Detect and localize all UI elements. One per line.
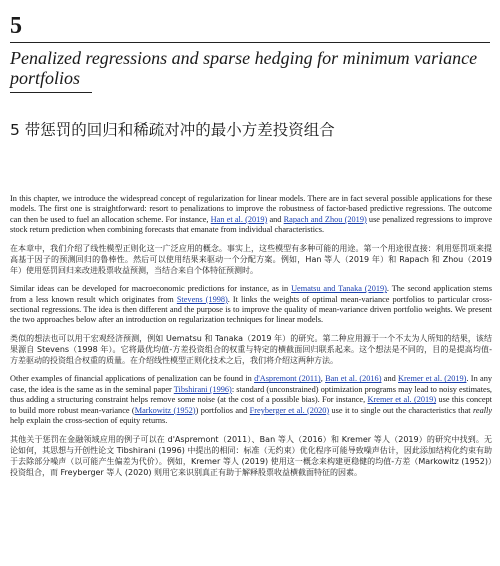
citation-link-daspremont-2011[interactable]: d'Aspremont (2011) [254, 374, 321, 384]
text-run: and [381, 374, 399, 384]
chapter-title-chinese: 5 带惩罚的回归和稀疏对冲的最小方差投资组合 [10, 121, 335, 139]
text-run: . It links the weights of optimal mean-variance portfolios to particular cross-sectional regressions. The idea is then different and the purpose is to improve the quality of mean-variance driven portfolio weights. We present the two approaches below after an introduction on regularization techniques for linear models. [10, 294, 492, 325]
text-run: Other examples of financial applications of penalization can be found in [10, 374, 255, 384]
paragraph-2-english [10, 284, 492, 326]
paragraph-3-chinese: 其他关于惩罚在金融领域应用的例子可以在 d'Aspremont（2011）、Ban 等人（2016）和 Kremer 等人（2019）的研究中找到。无论如何，其思想与开创性论文 Tibshirani (1996) 中提出的相同：标准（无约束）优化程序可能导致噪声估计，因此添加结构化约束有助于去除部分噪声（以可能产生偏差为代价）。例如，Kremer 等人 (2019) 使用这一概念来构建更稳健的均值-方差（Markowitz (1952)）投资组合，而 Freyberger 等人 (2020) 则用它来识别真正有助于解释股票收益横截面特征的因素。 [10, 434, 492, 478]
body-text [10, 194, 492, 486]
text-run: . The second application stems from a less known result which originates from [10, 284, 492, 304]
text-run: : standard (unconstrained) optimization programs may lead to noisy estimates, thus adding a structuring constraint helps remove some noise (at the cost of a possible bias). For instance, [10, 384, 492, 405]
paragraph-1-english [10, 194, 492, 236]
text-run: use it to single out the characteristics that [329, 405, 473, 415]
paragraph-3-english [10, 374, 492, 426]
emphasis-really: really [472, 405, 493, 415]
text-run: Similar ideas can be developed for macroeconomic predictions for instance, as in [10, 284, 292, 294]
text-run: use penalized regressions to improve stock return prediction when combining forecasts that emanate from individual characteristics. [10, 214, 493, 235]
text-run: use this concept to build more robust mean-variance ( [10, 395, 492, 415]
citation-link-stevens-1998[interactable]: Stevens (1998) [176, 294, 228, 304]
citation-link-tibshirani-1996[interactable]: Tibshirani (1996) [173, 384, 232, 394]
citation-link-freyberger-2020[interactable]: Freyberger et al. (2020) [249, 405, 330, 415]
text-run: ) portfolios and [195, 405, 250, 415]
text-run: and [267, 214, 284, 224]
text-run: help explain the cross-section of equity returns. [10, 416, 168, 426]
chapter-title-english: Penalized regressions and sparse hedging for minimum variance portfolios [10, 48, 478, 88]
citation-link-rapach-zhou-2019[interactable]: Rapach and Zhou (2019) [283, 214, 367, 224]
chapter-rule-bottom [10, 92, 92, 93]
text-run: . In any case, the idea is the same as in the seminal paper [10, 374, 492, 394]
chapter-rule-top [10, 42, 490, 43]
text-run: , [320, 374, 326, 384]
text-run: In this chapter, we introduce the widespread concept of regularization for linear models. There are in fact several possible applications for these models. The first one is straightforward: resort to penalizations to improve the robustness of factor-based predictive regressions. The outcome can then be used to fuel an allocation scheme. For instance, [10, 194, 492, 224]
citation-link-kremer-2019-second[interactable]: Kremer et al. (2019) [367, 395, 437, 405]
citation-link-han-2019[interactable]: Han et al. (2019) [210, 214, 268, 224]
paragraph-1-chinese: 在本章中，我们介绍了线性模型正则化这一广泛应用的概念。事实上，这些模型有多种可能的用途。第一个用途很直接：利用惩罚项来提高基于因子的预测回归的鲁棒性。然后可以使用结果来驱动一个分配方案。例如，Han 等人（2019 年）和 Rapach 和 Zhou（2019 年）使用惩罚回归来改进股票收益预测，当结合来自个体特征预测时。 [10, 243, 492, 276]
citation-link-kremer-2019[interactable]: Kremer et al. (2019) [398, 374, 467, 384]
citation-link-markowitz-1952[interactable]: Markowitz (1952) [134, 405, 196, 415]
citation-link-ban-2016[interactable]: Ban et al. (2016) [325, 374, 382, 384]
chapter-number: 5 [10, 13, 22, 39]
citation-link-uematsu-tanaka-2019[interactable]: Uematsu and Tanaka (2019) [291, 284, 387, 294]
paragraph-2-chinese: 类似的想法也可以用于宏观经济预测，例如 Uematsu 和 Tanaka（2019 年）的研究。第二种应用源于一个不太为人所知的结果，该结果源自 Stevens（1998 年）。它将最优均值-方差投资组合的权重与特定的横截面回归联系起来。这个想法是不同的，目的是提高均值-方差驱动的投资组合权重的质量。在介绍线性模型正则化技术之后，我们将介绍这两种方法。 [10, 333, 492, 366]
